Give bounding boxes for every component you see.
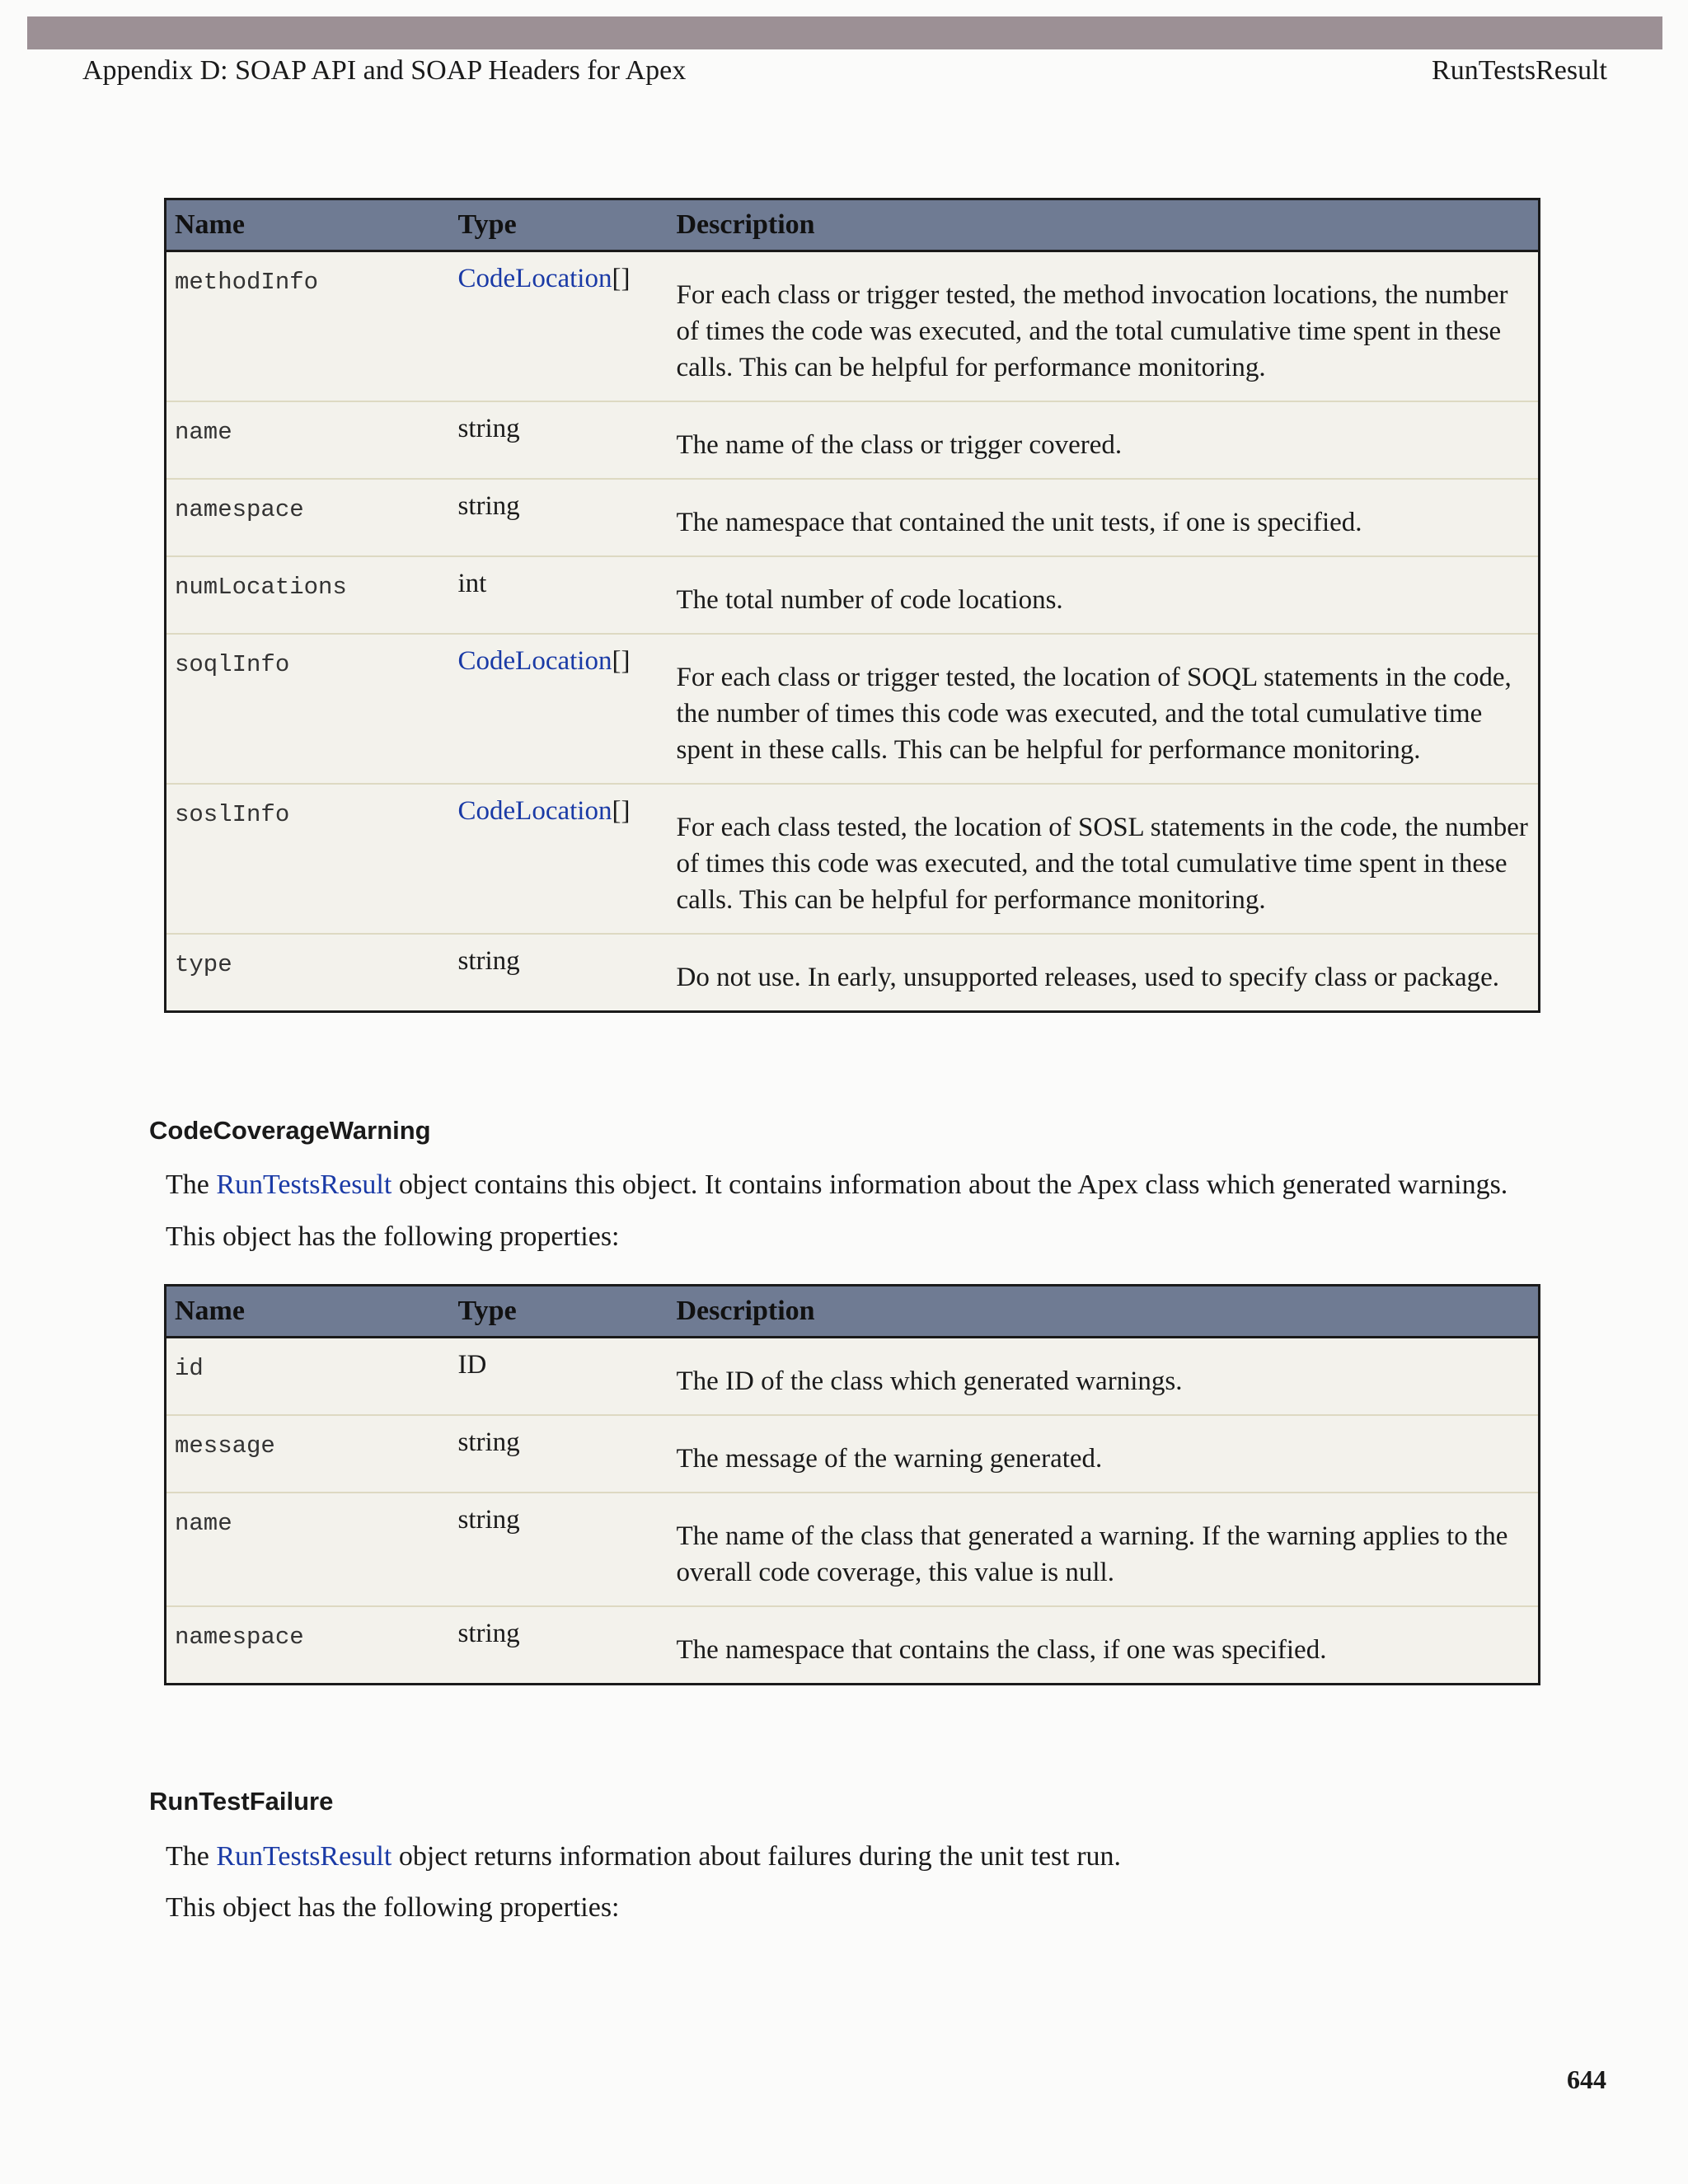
table1-body bbox=[166, 251, 1540, 1012]
column-header-description: Description bbox=[668, 199, 1540, 251]
property-type bbox=[450, 401, 668, 479]
property-type bbox=[450, 784, 668, 934]
header-bar bbox=[27, 16, 1662, 49]
type-text: string bbox=[457, 491, 520, 521]
column-header-name: Name bbox=[166, 1286, 450, 1338]
property-type bbox=[450, 934, 668, 1012]
section-heading-code-coverage-warning: CodeCoverageWarning bbox=[149, 1116, 431, 1145]
table-row bbox=[166, 1338, 1540, 1416]
property-type bbox=[450, 1606, 668, 1685]
code-coverage-result-table bbox=[164, 198, 1540, 1013]
property-name: soslInfo bbox=[166, 784, 450, 934]
run-test-failure-properties-line: This object has the following properties: bbox=[166, 1892, 620, 1923]
property-description: The name of the class or trigger covered. bbox=[668, 401, 1540, 479]
property-type bbox=[450, 1338, 668, 1416]
type-text: int bbox=[457, 569, 487, 598]
column-header-type: Type bbox=[450, 1286, 668, 1338]
property-name: id bbox=[175, 1355, 204, 1382]
table-row bbox=[166, 1415, 1540, 1493]
table-row bbox=[166, 251, 1540, 402]
property-name: numLocations bbox=[166, 556, 450, 634]
intro-text-suffix: object contains this object. It contains information about the Apex class which generated warnings. bbox=[392, 1169, 1508, 1200]
property-description: The ID of the class which generated warnings. bbox=[676, 1366, 1183, 1396]
property-description: For each class or trigger tested, the location of SOQL statements in the code, the number of times this code was executed, and the total cumulative time spent in these calls. This can be helpful for performance monitoring. bbox=[668, 634, 1540, 784]
table-row bbox=[166, 401, 1540, 479]
table-header-row bbox=[166, 199, 1540, 251]
type-array-suffix: [] bbox=[612, 264, 631, 293]
header-chapter-title: Appendix D: SOAP API and SOAP Headers for Apex bbox=[82, 55, 687, 86]
table-row bbox=[166, 934, 1540, 1012]
column-header-description: Description bbox=[668, 1286, 1540, 1338]
running-header bbox=[82, 51, 1607, 91]
intro-text-suffix: object returns information about failures during the unit test run. bbox=[392, 1841, 1122, 1872]
property-name: name bbox=[166, 401, 450, 479]
column-header-type: Type bbox=[450, 199, 668, 251]
property-type bbox=[450, 1493, 668, 1606]
property-name: namespace bbox=[166, 479, 450, 556]
type-array-suffix: [] bbox=[612, 796, 631, 826]
property-type bbox=[450, 556, 668, 634]
property-description: For each class or trigger tested, the method invocation locations, the number of times the code was executed, and the total cumulative time spent in these calls. This can be helpful for performance monitoring. bbox=[676, 280, 1508, 382]
header-section-title: RunTestsResult bbox=[1432, 55, 1607, 86]
intro-text-prefix: The bbox=[166, 1841, 217, 1872]
type-text: string bbox=[457, 1427, 520, 1457]
property-description: The total number of code locations. bbox=[668, 556, 1540, 634]
code-coverage-warning-table bbox=[164, 1284, 1540, 1685]
table-header-row bbox=[166, 1286, 1540, 1338]
property-name: message bbox=[166, 1415, 450, 1493]
code-coverage-warning-properties-line: This object has the following properties: bbox=[166, 1221, 620, 1252]
table-row bbox=[166, 634, 1540, 784]
table2-body bbox=[166, 1338, 1540, 1685]
table-row bbox=[166, 1606, 1540, 1685]
property-name: namespace bbox=[166, 1606, 450, 1685]
code-coverage-warning-intro bbox=[166, 1167, 1507, 1203]
column-header-name: Name bbox=[166, 199, 450, 251]
property-description: The namespace that contained the unit tests, if one is specified. bbox=[668, 479, 1540, 556]
type-link[interactable]: CodeLocation bbox=[457, 264, 612, 293]
property-name: type bbox=[166, 934, 450, 1012]
table-row bbox=[166, 556, 1540, 634]
property-description: Do not use. In early, unsupported releases, used to specify class or package. bbox=[668, 934, 1540, 1012]
property-type bbox=[450, 634, 668, 784]
property-description: The message of the warning generated. bbox=[668, 1415, 1540, 1493]
table-row bbox=[166, 784, 1540, 934]
type-text: string bbox=[457, 946, 520, 976]
property-name: name bbox=[166, 1493, 450, 1606]
property-type bbox=[450, 479, 668, 556]
section-heading-run-test-failure: RunTestFailure bbox=[149, 1787, 334, 1816]
table-row bbox=[166, 479, 1540, 556]
type-link[interactable]: CodeLocation bbox=[457, 796, 612, 826]
type-text: ID bbox=[457, 1350, 487, 1380]
property-description: The namespace that contains the class, if one was specified. bbox=[668, 1606, 1540, 1685]
property-name: soqlInfo bbox=[166, 634, 450, 784]
page-number: 644 bbox=[1567, 2064, 1606, 2094]
property-name: methodInfo bbox=[175, 269, 319, 296]
type-text: string bbox=[457, 1505, 520, 1535]
type-link[interactable]: CodeLocation bbox=[457, 646, 612, 676]
type-text: string bbox=[457, 414, 520, 443]
property-type bbox=[450, 251, 668, 402]
table-row bbox=[166, 1493, 1540, 1606]
runtestsresult-link[interactable]: RunTestsResult bbox=[216, 1841, 392, 1872]
property-type bbox=[450, 1415, 668, 1493]
run-test-failure-intro bbox=[166, 1839, 1121, 1875]
type-array-suffix: [] bbox=[612, 646, 631, 676]
property-description: For each class tested, the location of SOSL statements in the code, the number of times this code was executed, and the total cumulative time spent in these calls. This can be helpful for performance monitoring. bbox=[668, 784, 1540, 934]
property-description: The name of the class that generated a warning. If the warning applies to the overall code coverage, this value is null. bbox=[668, 1493, 1540, 1606]
intro-text-prefix: The bbox=[166, 1169, 217, 1200]
type-text: string bbox=[457, 1619, 520, 1648]
runtestsresult-link[interactable]: RunTestsResult bbox=[216, 1169, 392, 1200]
